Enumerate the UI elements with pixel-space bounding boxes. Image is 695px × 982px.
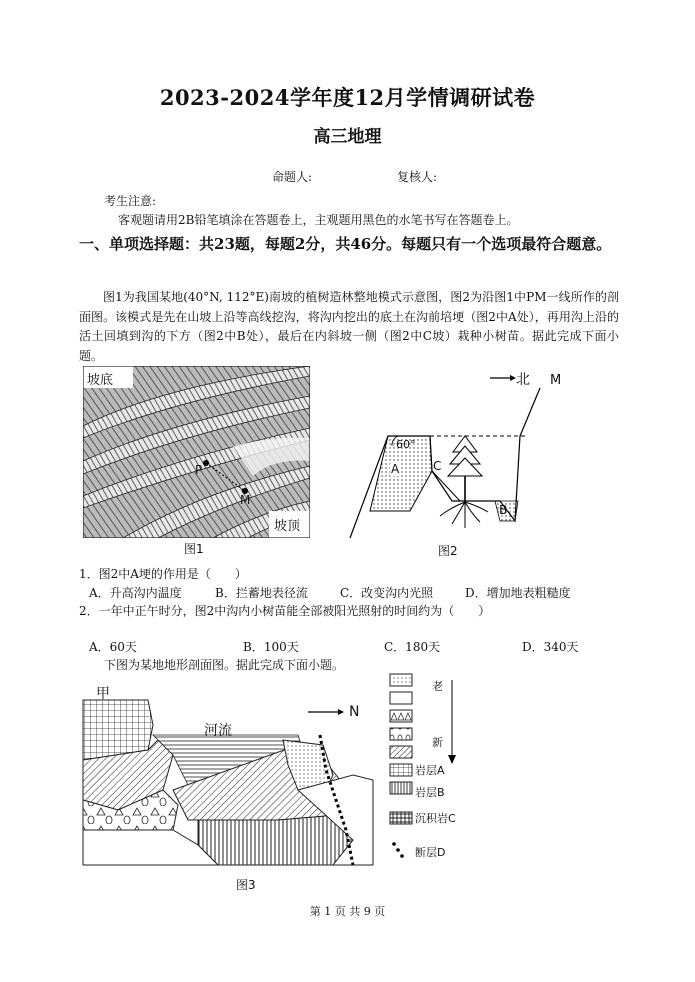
- proposer-label: 命题人:: [272, 170, 313, 184]
- legend-new: 新: [432, 736, 443, 749]
- figure-3-caption: 图3: [236, 878, 256, 892]
- intro-paragraph-2: 下图为某地地形剖面图。据此完成下面小题。: [104, 658, 345, 672]
- question-2-stem: 2．一年中正午时分，图2中沟内小树苗能全部被阳光照射的时间约为（ ）: [79, 604, 491, 618]
- exam-title: 2023-2024学年度12月学情调研试卷: [159, 85, 536, 110]
- north-label-fig3: N: [349, 704, 360, 720]
- label-jia: 甲: [96, 686, 110, 702]
- point-p-dot: [203, 460, 209, 466]
- question-1-stem: 1．图2中A埂的作用是（ ）: [79, 567, 247, 581]
- section-heading: 一、单项选择题：共23题，每题2分，共46分。每题只有一个选项最符合题意。: [79, 235, 612, 253]
- figure-2: [340, 366, 570, 541]
- legend-old: 老: [432, 680, 443, 693]
- exam-subtitle: 高三地理: [313, 127, 382, 147]
- reviewer-label: 复核人:: [397, 170, 438, 184]
- legend-sed-c: 沉积岩C: [415, 812, 456, 825]
- question-1-option-b[interactable]: B．拦蓄地表径流: [215, 586, 308, 600]
- notice-heading: 考生注意:: [104, 194, 157, 208]
- label-point-m: M: [240, 493, 251, 507]
- label-m: M: [550, 373, 562, 388]
- page-footer: 第 1 页 共 9 页: [309, 905, 386, 918]
- label-slope-bottom: 坡底: [87, 373, 114, 388]
- question-2-option-d[interactable]: D．340天: [522, 640, 579, 654]
- label-b: B: [499, 503, 508, 517]
- legend-layer-b: 岩层B: [415, 786, 445, 799]
- question-2-option-c[interactable]: C．180天: [384, 640, 441, 654]
- legend-layer-a: 岩层A: [415, 764, 445, 777]
- label-river: 河流: [204, 723, 232, 739]
- intro-paragraph-1: 图1为我国某地(40°N, 112°E)南坡的植树造林整地模式示意图，图2为沿图1中PM一线所作的剖面图。该模式是先在山坡上沿等高线挖沟，将沟内挖出的底土在沟前培埂（图2中A处），再用沟上沿的活土回填到沟的下方（图2中B处），最后在内斜坡一侧（图2中C坡）栽种小树苗。据此完成下面小题。: [79, 290, 619, 363]
- north-label: 北: [516, 372, 530, 388]
- sapling-icon: [440, 436, 488, 528]
- figure-3-legend: [388, 672, 488, 867]
- figure-1-caption: 图1: [184, 542, 204, 556]
- figure-1: [83, 366, 310, 538]
- question-1-option-d[interactable]: D．增加地表粗糙度: [465, 586, 571, 600]
- question-2-option-b[interactable]: B．100天: [243, 640, 299, 654]
- label-slope-top: 坡顶: [274, 519, 301, 534]
- figure-2-caption: 图2: [438, 544, 458, 558]
- question-1-option-a[interactable]: A．升高沟内温度: [89, 586, 182, 600]
- notice-body: 客观题请用2B铅笔填涂在答题卷上，主观题用黑色的水笔书写在答题卷上。: [118, 213, 519, 227]
- figure-3: [78, 680, 378, 875]
- terrace-photo: [83, 366, 310, 538]
- angle-label: 60°: [396, 438, 416, 451]
- label-c: C: [433, 459, 442, 473]
- question-2-option-a[interactable]: A．60天: [89, 640, 137, 654]
- terrain-profile-diagram: [78, 680, 378, 875]
- label-a: A: [391, 462, 400, 476]
- cross-section-diagram: [340, 366, 570, 541]
- legend-fault-d: 断层D: [415, 846, 446, 859]
- label-point-p: P: [195, 463, 203, 477]
- question-1-option-c[interactable]: C．改变沟内光照: [340, 586, 434, 600]
